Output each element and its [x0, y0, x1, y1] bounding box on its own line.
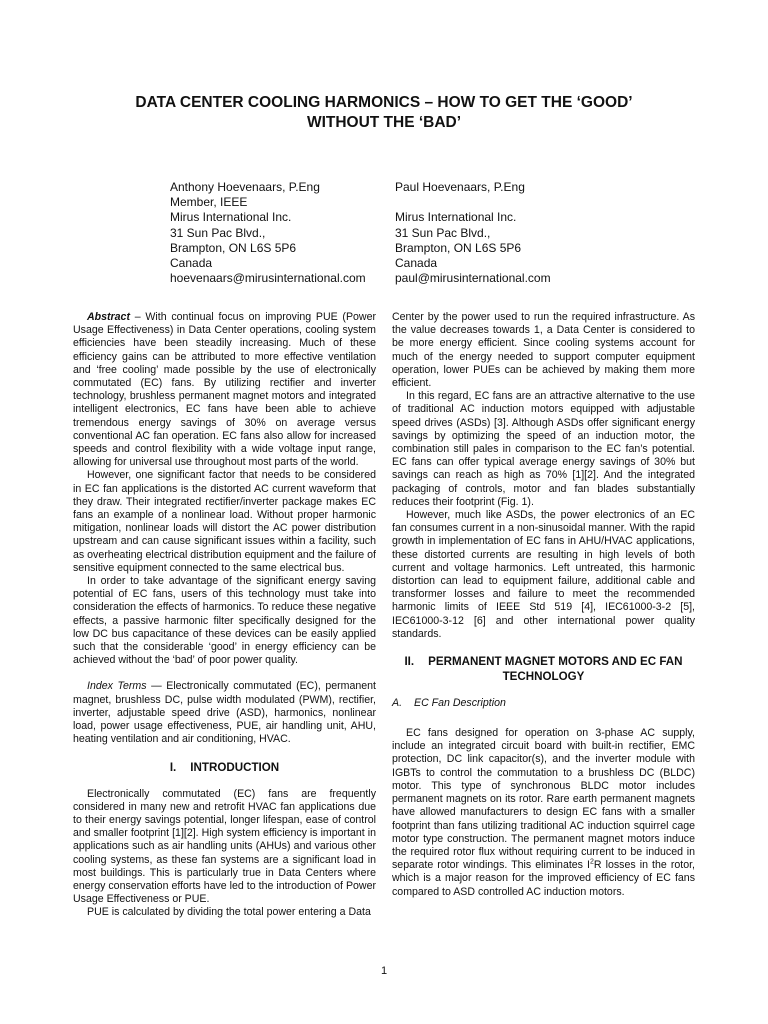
author-name: Anthony Hoevenaars, P.Eng — [170, 180, 320, 194]
subsection-number: A. — [392, 697, 403, 710]
section-heading-pm-motors — [392, 654, 695, 684]
spacer — [73, 775, 376, 788]
author-email: paul@mirusinternational.com — [395, 271, 551, 286]
left-column — [73, 311, 376, 920]
author-country: Canada — [170, 256, 213, 271]
author-organization: Mirus International Inc. — [170, 210, 292, 225]
abstract-paragraph-2: However, one significant factor that needs to be considered in EC fan applications is the distorted AC current waveform that they draw. Their integrated rectifier/inverter package makes EC fans an example of a nonlinear load. Without proper harmonic mitigation, nonlinear loads will distort the AC power distribution upstream and can cause significant issues within a facility, such as overheating electrical distribution equipment and the failure of sensitive equipment connected to the same electrical bus. — [73, 469, 376, 574]
intro-paragraph-1: Electronically commutated (EC) fans are frequently considered in many new and retrofit HVAC fan applications due to their energy savings potential, longer lifespan, ease of control and smaller footprint [1][2]. High system efficiency is important in applications such as air handling units (AHUs) and various other cooling systems, as these fan systems are a significant load in most buildings. This is particularly true in Data Centers where energy conservation efforts have led to the introduction of Power Usage Effectiveness or PUE. — [73, 787, 376, 906]
spacer — [73, 747, 376, 760]
abstract-paragraph-1 — [73, 311, 376, 469]
section-title-line-1 — [392, 654, 695, 669]
paragraph-text: EC fans designed for operation on 3-phase AC supply, include an integrated circuit board with built-in rectifier, EMC protection, DC link capacitor(s), and the inverter module with IGBTs to control the commutation to a brushless DC (BLDC) motor. This type of synchronous BLDC motor includes permanent magnets on its rotor. Rare earth permanent magnets have allowed manufacturers to design EC fans with a smaller footprint than fans utilizing traditional AC induction squirrel cage motor type construction. The permanent magnet motors induce the required rotor flux without requiring current to be induced in separate rotor windings. This eliminates I — [392, 727, 695, 872]
title-line-1: DATA CENTER COOLING HARMONICS – HOW TO GET THE ‘GOOD’ — [135, 94, 633, 111]
author-organization: Mirus International Inc. — [395, 210, 517, 225]
subsection-heading — [392, 697, 695, 710]
author-country: Canada — [395, 256, 438, 270]
abstract-label: Abstract — [87, 311, 130, 323]
spacer — [73, 667, 376, 680]
intro-paragraph-4: However, much like ASDs, the power electronics of an EC fan consumes current in a non-sinusoidal manner. With the rapid growth in implementation of EC fans in AHU/HVAC applications, these distorted currents are resulting in high levels of both current and voltage harmonics. Left untreated, this harmonic distortion can lead to equipment failure, additional cable and transformer losses and failure to meet the recommended harmonic limits of IEEE Std 519 [4], IEC61000-3-2 [5], IEC61000-3-12 [6] and other international power quality standards. — [392, 509, 695, 640]
author-name: Paul Hoevenaars, P.Eng — [395, 180, 525, 194]
page-number: 1 — [380, 965, 388, 977]
paragraph-text: R losses in the rotor, which is a major reason for the improved efficiency of EC fans compared to ASD controlled AC induction motors. — [392, 859, 695, 898]
section-title-line-2: TECHNOLOGY — [502, 670, 585, 684]
author-city: Brampton, ON L6S 5P6 — [395, 240, 522, 255]
index-terms-text: — Electronically commutated (EC), permanent magnet, brushless DC, pulse width modulated (PWM), rectifier, inverter, adjustable speed drive (ASD), harmonics, nonlinear load, power usage effectiveness, PUE, air handling unit, AHU, heating ventilation and air conditioning, HVAC. — [73, 680, 377, 746]
author-affiliation: Member, IEEE — [170, 195, 248, 210]
author-city: Brampton, ON L6S 5P6 — [170, 240, 297, 255]
section-number: I. — [169, 760, 177, 774]
section-number: II. — [404, 655, 415, 669]
section-title: INTRODUCTION — [190, 760, 280, 774]
intro-paragraph-2-start: PUE is calculated by dividing the total power entering a Data — [87, 906, 371, 919]
author-block-2 — [395, 180, 551, 286]
author-email: hoevenaars@mirusinternational.com — [170, 271, 366, 286]
section-title-text: PERMANENT MAGNET MOTORS AND EC FAN — [428, 655, 683, 669]
title-line-2: WITHOUT THE ‘BAD’ — [306, 114, 462, 131]
author-street: 31 Sun Pac Blvd., — [395, 225, 491, 240]
intro-paragraph-2-continued: Center by the power used to run the required infrastructure. As the value decreases towards 1, a Data Center is considered to be more energy efficient. Since cooling systems account for much of the energy needed to support computer equipment operation, lower PUEs can be achieved by making them more efficient. — [392, 311, 695, 390]
paper-title — [80, 93, 688, 133]
right-column — [392, 311, 695, 899]
abstract-text: – With continual focus on improving PUE (Power Usage Effectiveness) in Data Center operations, cooling system efficiencies have been steadily increasing. Much of these efficiency gains can be attributed to more effective ventilation and ‘free cooling’ made possible by the use of electronically commutated (EC) fans. By utilizing rectifier and inverter technology, brushless permanent magnet motors and integrated intelligent electronics, EC fans have been able to achieve tremendous energy savings of 30% on average versus conventional AC fan operation. EC fans also allow for increased speeds and control flexibility with a wide voltage input range, allowing for universal use throughout most parts of the world. — [73, 311, 376, 469]
spacer — [392, 641, 695, 654]
spacer — [392, 710, 695, 727]
abstract-paragraph-3: In order to take advantage of the significant energy saving potential of EC fans, users of this technology must take into consideration the effects of harmonics. To reduce these negative effects, a passive harmonic filter specifically designed for the low DC bus capacitance of these devices can be easily applied such that the considerable ‘good’ in energy efficiency can be achieved without the ‘bad’ of poor power quality. — [73, 575, 376, 667]
subsection-title: EC Fan Description — [414, 697, 506, 710]
index-terms — [73, 680, 376, 746]
spacer — [392, 684, 695, 697]
author-street: 31 Sun Pac Blvd., — [170, 225, 266, 240]
intro-paragraph-3: In this regard, EC fans are an attractive alternative to the use of traditional AC induction motors equipped with adjustable speed drives (ASDs) [3]. Although ASDs offer significant energy savings by optimizing the speed of an induction motor, the combination still pales in comparison to the EC fan’s potential. EC fans can offer typical average energy savings of 30% but savings can reach as high as 70% [1][2]. And the integrated packaging of controls, motor and fan blades substantially reduces their footprint (Fig. 1). — [392, 390, 695, 508]
section-heading-introduction — [73, 760, 376, 775]
index-terms-label: Index Terms — [87, 680, 147, 693]
superscript: 2 — [590, 858, 594, 866]
ec-fan-paragraph — [392, 727, 695, 899]
author-block-1 — [170, 180, 366, 286]
author-spacer — [395, 195, 551, 210]
